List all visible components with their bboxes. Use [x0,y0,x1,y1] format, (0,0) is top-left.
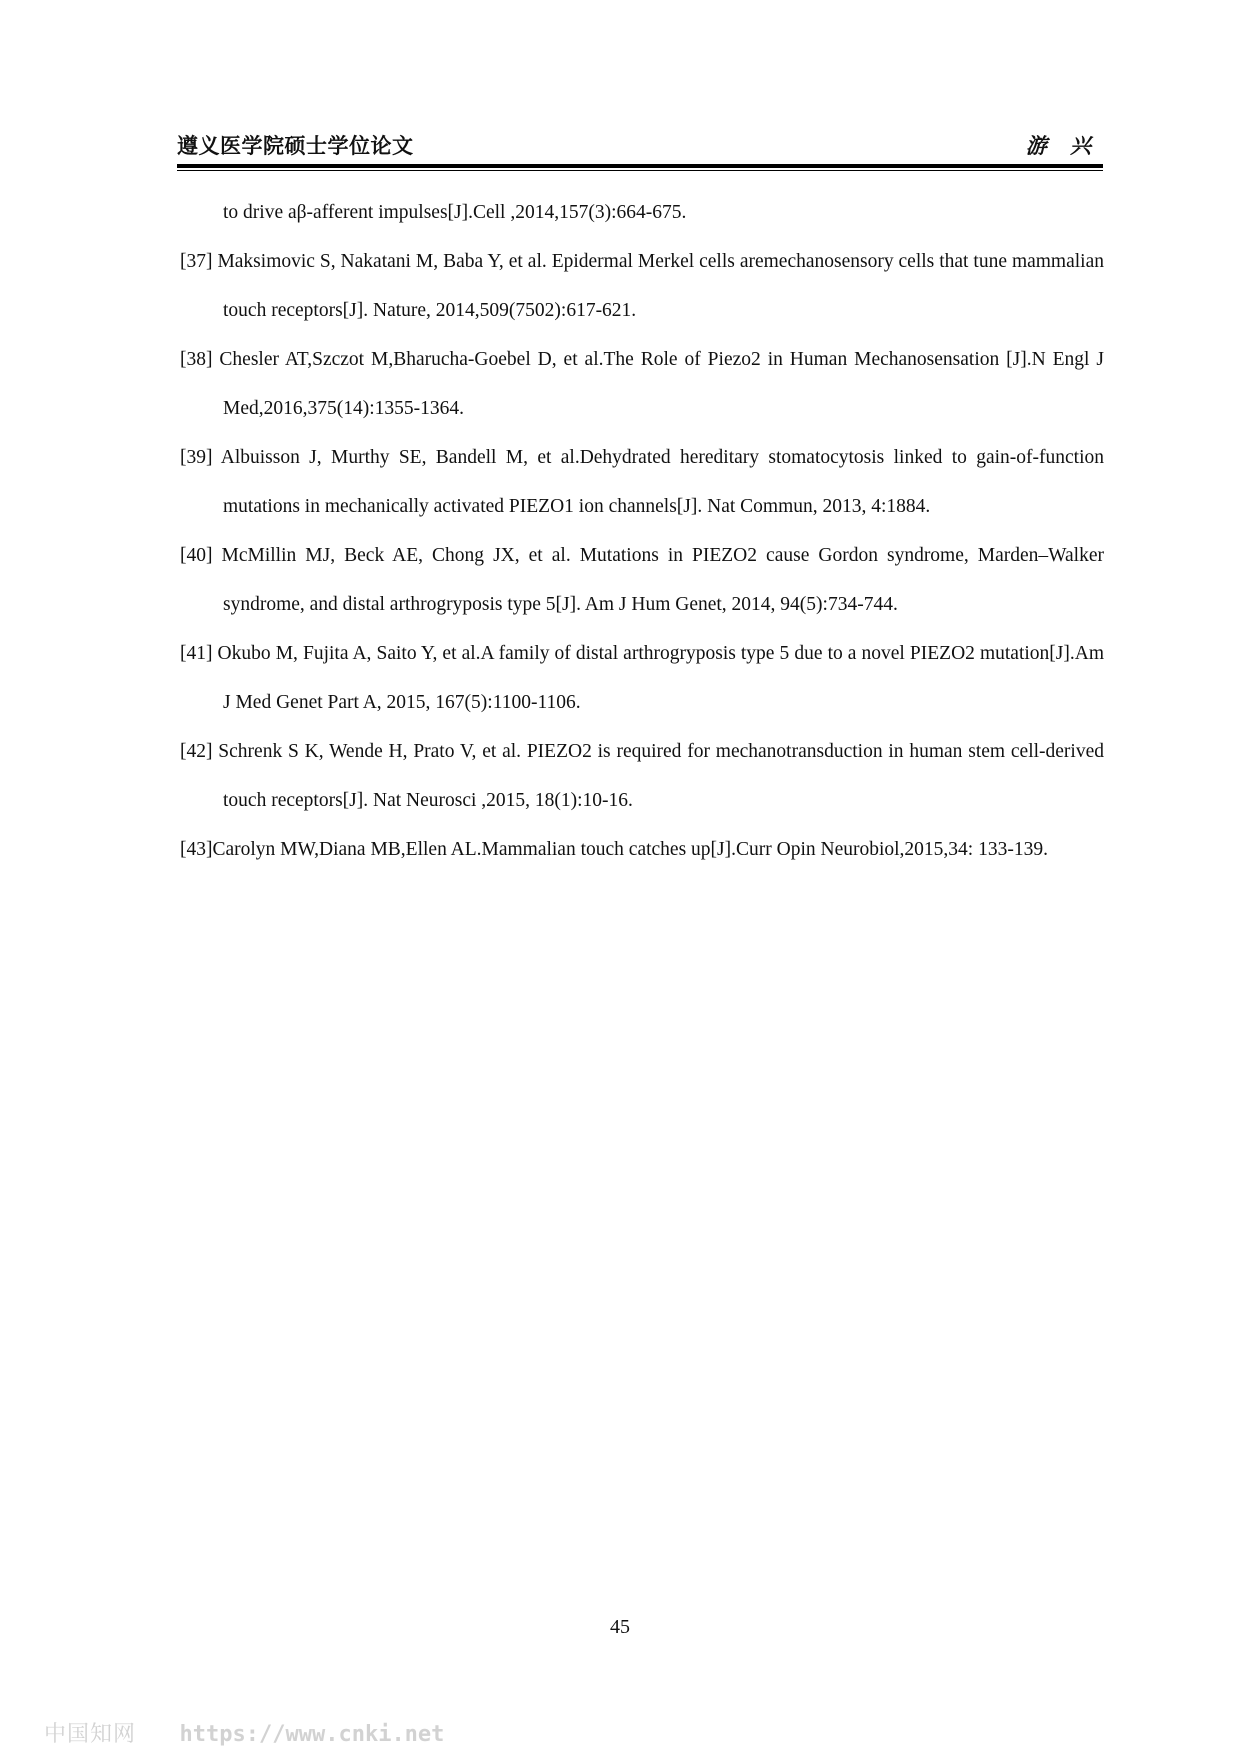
page-number: 45 [610,1616,630,1638]
reference-42: [42] Schrenk S K, Wende H, Prato V, et al. PIEZO2 is required for mechanotransduction in human stem cell-derived touch receptors[J]. Nat Neurosci ,2015, 18(1):10-16. [180,741,1104,811]
author-name: 游 兴 [1025,133,1099,158]
page-header [177,130,1103,162]
reference-list [180,188,1104,874]
watermark-url: https://www.cnki.net [179,1722,445,1747]
reference-40: [40] McMillin MJ, Beck AE, Chong JX, et al. Mutations in PIEZO2 cause Gordon syndrome, Marden–Walker syndrome, and distal arthrogryposis type 5[J]. Am J Hum Genet, 2014, 94(5):734-744. [180,545,1104,615]
reference-39: [39] Albuisson J, Murthy SE, Bandell M, et al.Dehydrated hereditary stomatocytosis linked to gain-of-function mutations in mechanically activated PIEZO1 ion channels[J]. Nat Commun, 2013, 4:1884. [180,447,1104,517]
reference-37: [37] Maksimovic S, Nakatani M, Baba Y, et al. Epidermal Merkel cells aremechanosensory cells that tune mammalian touch receptors[J]. Nature, 2014,509(7502):617-621. [180,251,1104,321]
reference-continuation: to drive aβ-afferent impulses[J].Cell ,2014,157(3):664-675. [223,202,687,223]
thesis-title: 遵义医学院硕士学位论文 [177,133,414,158]
watermark-site-name: 中国知网 [44,1722,137,1747]
header-rule-thin [177,170,1103,171]
watermark [44,1717,444,1748]
reference-43: [43]Carolyn MW,Diana MB,Ellen AL.Mammalian touch catches up[J].Curr Opin Neurobiol,2015,34: 133-139. [180,839,1048,860]
header-rule-thick [177,164,1103,168]
reference-41: [41] Okubo M, Fujita A, Saito Y, et al.A family of distal arthrogryposis type 5 due to a novel PIEZO2 mutation[J].Am J Med Genet Part A, 2015, 167(5):1100-1106. [180,643,1104,713]
reference-38: [38] Chesler AT,Szczot M,Bharucha-Goebel D, et al.The Role of Piezo2 in Human Mechanosensation [J].N Engl J Med,2016,375(14):1355-1364. [180,349,1104,419]
